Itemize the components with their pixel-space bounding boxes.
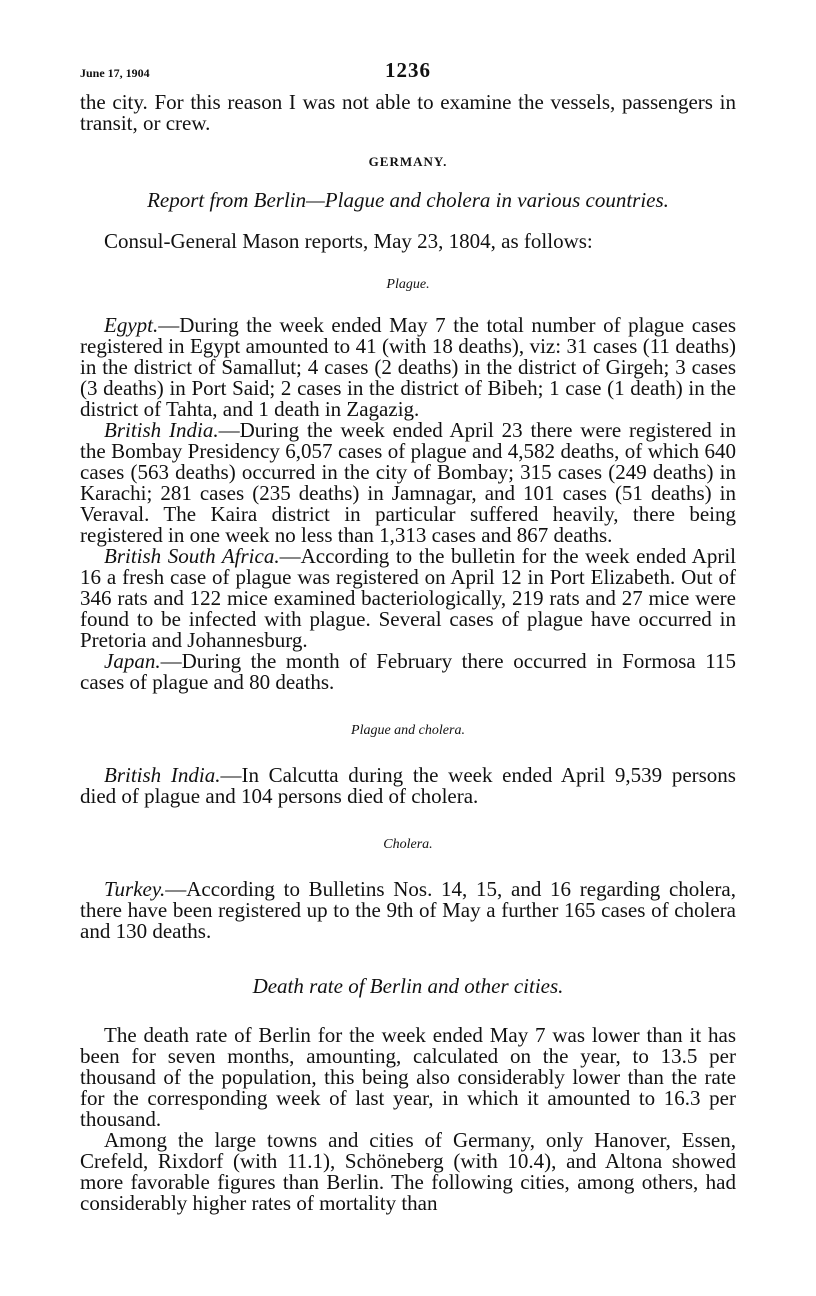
- paragraph-british-india: [80, 420, 736, 546]
- issue-date: June 17, 1904: [80, 66, 150, 80]
- text-japan: —During the month of February there occurred in Formosa 115 cases of plague and 80 deaths.: [80, 649, 736, 694]
- text-british-india: —During the week ended April 23 there were registered in the Bombay Presidency 6,057 cases of plague and 4,582 deaths, of which 640 cases (563 deaths) occurred in the city of Bombay; 315 cases (249 deaths) in Karachi; 281 cases (235 deaths) in Jamnagar, and 101 cases (51 deaths) in Veraval. The Kaira district in particular suffered heavily, there being registered in one week no less than 1,313 cases and 867 deaths.: [80, 418, 736, 547]
- document-page: [80, 56, 736, 1214]
- label-egypt: Egypt.: [104, 313, 159, 337]
- plague-cholera-heading: Plague and cholera.: [351, 723, 465, 738]
- paragraph-japan: [80, 651, 736, 693]
- paragraph-calcutta: [80, 765, 736, 807]
- paragraph-death-rate-berlin: The death rate of Berlin for the week ended May 7 was lower than it has been for seven months, amounting, calculated on the year, to 13.5 per thousand of the population, this being also considerably lower than the rate for the corresponding week of last year, in which it amounted to 16.3 per thousand.: [80, 1023, 736, 1131]
- text-turkey: —According to Bulletins Nos. 14, 15, and 16 regarding cholera, there have been registered up to the 9th of May a further 165 cases of cholera and 130 deaths.: [80, 877, 736, 943]
- text-british-south-africa: —According to the bulletin for the week ended April 16 a fresh case of plague was registered on April 12 in Port Elizabeth. Out of 346 rats and 122 mice examined bacteriologically, 219 rats and 27 mice were found to be infected with plague. Several cases of plague have occurred in Pretoria and Johannesburg.: [80, 544, 736, 652]
- cholera-heading: Cholera.: [383, 837, 433, 852]
- paragraph-egypt: [80, 315, 736, 420]
- plague-heading: Plague.: [386, 277, 430, 292]
- label-turkey: Turkey.: [104, 877, 166, 901]
- label-british-india-calcutta: British India.: [104, 763, 221, 787]
- page-number: 1236: [385, 58, 431, 82]
- text-egypt: —During the week ended May 7 the total number of plague cases registered in Egypt amounted to 41 (with 18 deaths), viz: 31 cases (11 deaths) in the district of Samallut; 4 cases (2 deaths) in the district of Girgeh; 3 cases (3 deaths) in Port Said; 2 cases in the district of Bibeh; 1 case (1 death) in the district of Tahta, and 1 death in Zagazig.: [80, 313, 736, 421]
- page-header: [80, 56, 736, 92]
- report-title: Report from Berlin—Plague and cholera in various countries.: [147, 188, 669, 212]
- label-british-india: British India.: [104, 418, 219, 442]
- text-calcutta: —In Calcutta during the week ended April 9,539 persons died of plague and 104 persons died of cholera.: [80, 763, 736, 808]
- label-british-south-africa: British South Africa.: [104, 544, 280, 568]
- death-rate-heading: Death rate of Berlin and other cities.: [252, 974, 564, 998]
- label-japan: Japan.: [104, 649, 161, 673]
- paragraph-death-rate-cities: Among the large towns and cities of Germany, only Hanover, Essen, Crefeld, Rixdorf (with 11.1), Schöneberg (with 10.4), and Altona showed more favorable figures than Berlin. The following cities, among others, had considerably higher rates of mortality than: [80, 1128, 736, 1215]
- consul-line: Consul-General Mason reports, May 23, 1804, as follows:: [104, 229, 593, 253]
- country-heading: GERMANY.: [368, 154, 448, 169]
- paragraph-turkey: [80, 879, 736, 942]
- paragraph-british-south-africa: [80, 546, 736, 651]
- intro-paragraph: the city. For this reason I was not able to examine the vessels, passengers in transit, or crew.: [80, 90, 736, 135]
